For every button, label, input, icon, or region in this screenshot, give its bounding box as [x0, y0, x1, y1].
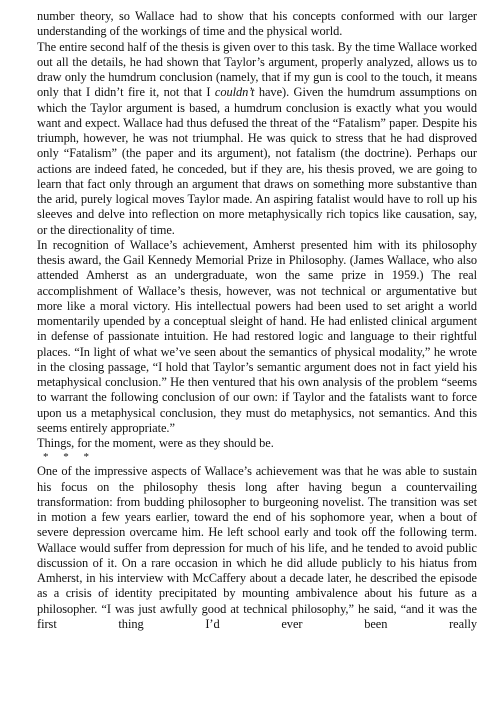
text-segment: have). Given the humdrum assumptions on which the Taylor argument is based, a humdrum conclusion is exactly what you would want and expect. Wallace had thus defused the threat of the “Fatalism” paper. Despite his triumph, however, he was not triumphal. He was quick to stress that he had disproved only “Fatalism” (the paper and its argument), not fatalism (the doctrine). Perhaps our actions are indeed fated, he conceded, but if they are, his thesis proved, we are going to learn that fact only through an argument that draws on something more substantive than the arid, purely logical moves Taylor made. An aspiring fatalist would have to roll up his sleeves and delve into reflection on more metaphysically rich topics like causation, say, or the directionality of time.	[37, 85, 477, 237]
paragraph	[37, 464, 477, 632]
book-page	[37, 9, 477, 632]
text-segment: One of the impressive aspects of Wallace’s achievement was that he was able to sustain his focus on the philosophy thesis long after having begun a countervailing transformation: from budding philosopher to burgeoning novelist. The transition was set in motion a few years earlier, toward the end of his sophomore year, when a bout of severe depression overcame him. He left school early and took off the following term. Wallace would suffer from depression for much of his life, and he tended to avoid public discussion of it. On a rare occasion in which he did allude publicly to his hiatus from Amherst, in his interview with McCaffery about a decade later, he described the episode as a crisis of identity precipitated by mounting ambivalence about his future as a philosopher. “I was just awfully good at technical philosophy,” he said, “and it was the first thing I’d ever been really	[37, 464, 477, 631]
paragraph	[37, 238, 477, 436]
italic-text-segment: couldn’t	[214, 85, 255, 100]
paragraph	[37, 40, 477, 238]
text-segment: The entire second half of the thesis is given over to this task. By the time Wallace worked out all the details, he had shown that Taylor’s argument, properly analyzed, allows us to draw only the humdrum conclusion (namely, that if my gun is cool to the touch, it means only that I didn’t fire it, not that I	[37, 39, 477, 100]
body-text-before-separator	[37, 9, 477, 451]
paragraph	[37, 9, 477, 40]
section-separator: * * *	[43, 451, 95, 464]
text-segment: In recognition of Wallace’s achievement, Amherst presented him with its philosophy thesis award, the Gail Kennedy Memorial Prize in Philosophy. (James Wallace, who also attended Amherst as an undergraduate, won the same prize in 1959.) The real accomplishment of Wallace’s thesis, however, was not technical or argumentative but more like a moral victory. His intellectual powers had been used to set aright a world momentarily upended by a conceptual sleight of hand. He had enlisted clinical argument in defense of passionate intuition. He had restored logic and language to their rightful places. “In light of what we’ve seen about the semantics of physical modality,” he wrote in the closing passage, “I hold that Taylor’s semantic argument does not in fact yield his metaphysical conclusion.” He then ventured that his own analysis of the problem “seems to warrant the following conclusion of our own: if Taylor and the fatalists want to force upon us a metaphysical conclusion, they must do metaphysics, not semantics. And this seems entirely appropriate.”	[37, 237, 477, 435]
text-segment: number theory, so Wallace had to show that his concepts conformed with our larger understanding of the workings of time and the physical world.	[37, 9, 477, 39]
paragraph	[37, 436, 477, 451]
text-segment: Things, for the moment, were as they should be.	[37, 436, 274, 450]
body-text-after-separator	[37, 464, 477, 632]
